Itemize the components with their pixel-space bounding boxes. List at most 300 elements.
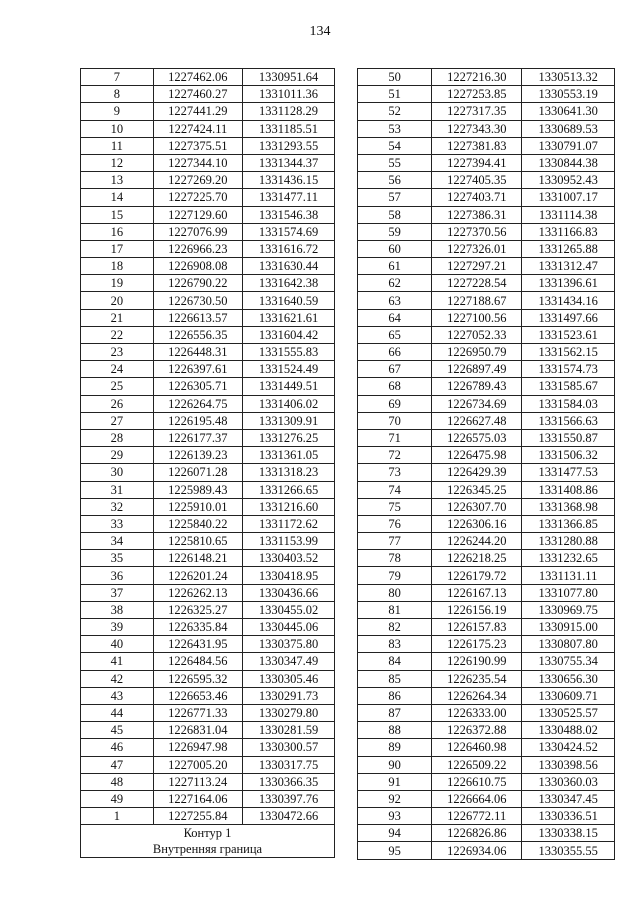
point-number: 87	[358, 704, 432, 721]
y-coordinate: 1330347.49	[243, 653, 335, 670]
table-row	[81, 447, 335, 464]
table-row	[358, 361, 615, 378]
table-row	[81, 756, 335, 773]
x-coordinate: 1227225.70	[153, 189, 242, 206]
y-coordinate: 1330397.76	[243, 790, 335, 807]
table-row	[358, 533, 615, 550]
x-coordinate: 1227164.06	[153, 790, 242, 807]
y-coordinate: 1331562.15	[522, 344, 615, 361]
x-coordinate: 1227216.30	[432, 69, 522, 86]
point-number: 93	[358, 808, 432, 825]
point-number: 43	[81, 687, 154, 704]
y-coordinate: 1330445.06	[243, 619, 335, 636]
x-coordinate: 1226484.56	[153, 653, 242, 670]
point-number: 57	[358, 189, 432, 206]
table-row	[358, 515, 615, 532]
y-coordinate: 1330281.59	[243, 722, 335, 739]
y-coordinate: 1331630.44	[243, 258, 335, 275]
point-number: 27	[81, 412, 154, 429]
x-coordinate: 1227052.33	[432, 326, 522, 343]
x-coordinate: 1227344.10	[153, 154, 242, 171]
table-row	[358, 292, 615, 309]
x-coordinate: 1227255.84	[153, 808, 242, 825]
point-number: 64	[358, 309, 432, 326]
table-row	[358, 395, 615, 412]
point-number: 15	[81, 206, 154, 223]
point-number: 46	[81, 739, 154, 756]
point-number: 78	[358, 550, 432, 567]
x-coordinate: 1226475.98	[432, 447, 522, 464]
y-coordinate: 1331077.80	[522, 584, 615, 601]
y-coordinate: 1330300.57	[243, 739, 335, 756]
table-row	[358, 790, 615, 807]
x-coordinate: 1226372.88	[432, 722, 522, 739]
point-number: 37	[81, 584, 154, 601]
point-number: 60	[358, 240, 432, 257]
contour-subtitle: Внутренняя граница	[152, 842, 263, 857]
table-row	[81, 687, 335, 704]
y-coordinate: 1331232.65	[522, 550, 615, 567]
x-coordinate: 1227005.20	[153, 756, 242, 773]
x-coordinate: 1226831.04	[153, 722, 242, 739]
table-row	[358, 722, 615, 739]
y-coordinate: 1330807.80	[522, 636, 615, 653]
table-row	[358, 412, 615, 429]
point-number: 53	[358, 120, 432, 137]
y-coordinate: 1331640.59	[243, 292, 335, 309]
x-coordinate: 1227462.06	[153, 69, 242, 86]
table-row	[358, 378, 615, 395]
y-coordinate: 1330791.07	[522, 137, 615, 154]
coordinates-table-left	[80, 68, 335, 858]
point-number: 35	[81, 550, 154, 567]
point-number: 25	[81, 378, 154, 395]
x-coordinate: 1226235.54	[432, 670, 522, 687]
point-number: 81	[358, 601, 432, 618]
point-number: 69	[358, 395, 432, 412]
table-row	[358, 704, 615, 721]
table-row	[81, 326, 335, 343]
point-number: 66	[358, 344, 432, 361]
table-row	[81, 567, 335, 584]
x-coordinate: 1226950.79	[432, 344, 522, 361]
table-row	[358, 172, 615, 189]
x-coordinate: 1226664.06	[432, 790, 522, 807]
point-number: 90	[358, 756, 432, 773]
x-coordinate: 1226175.23	[432, 636, 522, 653]
x-coordinate: 1226335.84	[153, 619, 242, 636]
point-number: 47	[81, 756, 154, 773]
table-row	[358, 636, 615, 653]
point-number: 54	[358, 137, 432, 154]
y-coordinate: 1331131.11	[522, 567, 615, 584]
table-row	[358, 103, 615, 120]
table-row	[358, 86, 615, 103]
point-number: 59	[358, 223, 432, 240]
table-row	[81, 154, 335, 171]
point-number: 88	[358, 722, 432, 739]
x-coordinate: 1225989.43	[153, 481, 242, 498]
y-coordinate: 1331574.73	[522, 361, 615, 378]
y-coordinate: 1330291.73	[243, 687, 335, 704]
table-row	[358, 154, 615, 171]
table-row	[358, 309, 615, 326]
table-row	[81, 137, 335, 154]
table-row	[358, 189, 615, 206]
y-coordinate: 1330403.52	[243, 550, 335, 567]
table-row	[358, 344, 615, 361]
x-coordinate: 1227405.35	[432, 172, 522, 189]
y-coordinate: 1331436.15	[243, 172, 335, 189]
point-number: 45	[81, 722, 154, 739]
y-coordinate: 1331574.69	[243, 223, 335, 240]
x-coordinate: 1226264.34	[432, 687, 522, 704]
point-number: 92	[358, 790, 432, 807]
table-row	[358, 275, 615, 292]
x-coordinate: 1227386.31	[432, 206, 522, 223]
point-number: 18	[81, 258, 154, 275]
table-row	[81, 309, 335, 326]
y-coordinate: 1331280.88	[522, 533, 615, 550]
x-coordinate: 1226448.31	[153, 344, 242, 361]
y-coordinate: 1330915.00	[522, 619, 615, 636]
point-number: 67	[358, 361, 432, 378]
y-coordinate: 1331011.36	[243, 86, 335, 103]
point-number: 82	[358, 619, 432, 636]
x-coordinate: 1227424.11	[153, 120, 242, 137]
table-row	[81, 601, 335, 618]
table-row	[358, 550, 615, 567]
x-coordinate: 1227129.60	[153, 206, 242, 223]
x-coordinate: 1226264.75	[153, 395, 242, 412]
y-coordinate: 1330755.34	[522, 653, 615, 670]
x-coordinate: 1226627.48	[432, 412, 522, 429]
y-coordinate: 1331550.87	[522, 429, 615, 446]
table-row	[358, 739, 615, 756]
table-row	[81, 584, 335, 601]
x-coordinate: 1225810.65	[153, 533, 242, 550]
y-coordinate: 1331265.88	[522, 240, 615, 257]
point-number: 76	[358, 515, 432, 532]
y-coordinate: 1331266.65	[243, 481, 335, 498]
table-row	[358, 687, 615, 704]
y-coordinate: 1331368.98	[522, 498, 615, 515]
point-number: 79	[358, 567, 432, 584]
x-coordinate: 1226345.25	[432, 481, 522, 498]
table-row	[358, 206, 615, 223]
y-coordinate: 1330398.56	[522, 756, 615, 773]
table-row	[358, 120, 615, 137]
y-coordinate: 1331166.83	[522, 223, 615, 240]
x-coordinate: 1226947.98	[153, 739, 242, 756]
x-coordinate: 1226177.37	[153, 429, 242, 446]
point-number: 50	[358, 69, 432, 86]
x-coordinate: 1227343.30	[432, 120, 522, 137]
x-coordinate: 1226179.72	[432, 567, 522, 584]
x-coordinate: 1226397.61	[153, 361, 242, 378]
x-coordinate: 1226908.08	[153, 258, 242, 275]
point-number: 8	[81, 86, 154, 103]
x-coordinate: 1226157.83	[432, 619, 522, 636]
table-row	[358, 326, 615, 343]
y-coordinate: 1331216.60	[243, 498, 335, 515]
x-coordinate: 1226556.35	[153, 326, 242, 343]
y-coordinate: 1331361.05	[243, 447, 335, 464]
contour-caption	[81, 825, 335, 858]
table-row	[81, 773, 335, 790]
y-coordinate: 1330336.51	[522, 808, 615, 825]
table-row	[81, 739, 335, 756]
y-coordinate: 1331276.25	[243, 429, 335, 446]
point-number: 30	[81, 464, 154, 481]
table-row	[358, 670, 615, 687]
point-number: 9	[81, 103, 154, 120]
x-coordinate: 1226595.32	[153, 670, 242, 687]
x-coordinate: 1226071.28	[153, 464, 242, 481]
x-coordinate: 1225910.01	[153, 498, 242, 515]
y-coordinate: 1331128.29	[243, 103, 335, 120]
x-coordinate: 1226934.06	[432, 842, 522, 859]
table-row	[81, 103, 335, 120]
y-coordinate: 1331604.42	[243, 326, 335, 343]
point-number: 40	[81, 636, 154, 653]
y-coordinate: 1331172.62	[243, 515, 335, 532]
table-row	[81, 550, 335, 567]
x-coordinate: 1226325.27	[153, 601, 242, 618]
table-row	[81, 636, 335, 653]
x-coordinate: 1226730.50	[153, 292, 242, 309]
y-coordinate: 1331506.32	[522, 447, 615, 464]
x-coordinate: 1226262.13	[153, 584, 242, 601]
point-number: 74	[358, 481, 432, 498]
point-number: 26	[81, 395, 154, 412]
point-number: 51	[358, 86, 432, 103]
table-row	[81, 395, 335, 412]
table-row	[358, 69, 615, 86]
y-coordinate: 1331312.47	[522, 258, 615, 275]
y-coordinate: 1330641.30	[522, 103, 615, 120]
x-coordinate: 1226610.75	[432, 773, 522, 790]
x-coordinate: 1227100.56	[432, 309, 522, 326]
x-coordinate: 1226305.71	[153, 378, 242, 395]
point-number: 65	[358, 326, 432, 343]
x-coordinate: 1226156.19	[432, 601, 522, 618]
table-row	[81, 533, 335, 550]
x-coordinate: 1227381.83	[432, 137, 522, 154]
point-number: 94	[358, 825, 432, 842]
x-coordinate: 1226431.95	[153, 636, 242, 653]
table-row	[81, 653, 335, 670]
table-row	[81, 464, 335, 481]
table-row	[358, 825, 615, 842]
x-coordinate: 1226429.39	[432, 464, 522, 481]
y-coordinate: 1330951.64	[243, 69, 335, 86]
x-coordinate: 1226139.23	[153, 447, 242, 464]
table-row	[81, 69, 335, 86]
point-number: 24	[81, 361, 154, 378]
page-number: 134	[309, 24, 331, 39]
point-number: 56	[358, 172, 432, 189]
x-coordinate: 1226201.24	[153, 567, 242, 584]
y-coordinate: 1331449.51	[243, 378, 335, 395]
point-number: 73	[358, 464, 432, 481]
x-coordinate: 1226966.23	[153, 240, 242, 257]
y-coordinate: 1330360.03	[522, 773, 615, 790]
table-row	[81, 722, 335, 739]
x-coordinate: 1227253.85	[432, 86, 522, 103]
y-coordinate: 1330689.53	[522, 120, 615, 137]
x-coordinate: 1226333.00	[432, 704, 522, 721]
table-row	[81, 790, 335, 807]
x-coordinate: 1226218.25	[432, 550, 522, 567]
y-coordinate: 1330305.46	[243, 670, 335, 687]
y-coordinate: 1330436.66	[243, 584, 335, 601]
table-row	[358, 429, 615, 446]
table-row	[358, 498, 615, 515]
y-coordinate: 1330375.80	[243, 636, 335, 653]
table-row	[81, 172, 335, 189]
y-coordinate: 1331584.03	[522, 395, 615, 412]
y-coordinate: 1331642.38	[243, 275, 335, 292]
y-coordinate: 1331566.63	[522, 412, 615, 429]
point-number: 31	[81, 481, 154, 498]
point-number: 42	[81, 670, 154, 687]
table-row	[81, 189, 335, 206]
point-number: 36	[81, 567, 154, 584]
point-number: 58	[358, 206, 432, 223]
y-coordinate: 1331396.61	[522, 275, 615, 292]
point-number: 38	[81, 601, 154, 618]
point-number: 85	[358, 670, 432, 687]
table-row	[81, 515, 335, 532]
table-row	[81, 704, 335, 721]
x-coordinate: 1226897.49	[432, 361, 522, 378]
x-coordinate: 1226307.70	[432, 498, 522, 515]
y-coordinate: 1331366.85	[522, 515, 615, 532]
point-number: 72	[358, 447, 432, 464]
table-row	[358, 601, 615, 618]
y-coordinate: 1331408.86	[522, 481, 615, 498]
point-number: 71	[358, 429, 432, 446]
table-row	[81, 223, 335, 240]
y-coordinate: 1331546.38	[243, 206, 335, 223]
point-number: 62	[358, 275, 432, 292]
table-row	[81, 240, 335, 257]
y-coordinate: 1330488.02	[522, 722, 615, 739]
table-row	[81, 498, 335, 515]
y-coordinate: 1330338.15	[522, 825, 615, 842]
x-coordinate: 1227394.41	[432, 154, 522, 171]
x-coordinate: 1226790.22	[153, 275, 242, 292]
table-row	[358, 584, 615, 601]
y-coordinate: 1330472.66	[243, 808, 335, 825]
coordinates-table-right	[357, 68, 615, 860]
table-row	[358, 567, 615, 584]
table-row	[358, 653, 615, 670]
table-row	[81, 670, 335, 687]
point-number: 55	[358, 154, 432, 171]
point-number: 61	[358, 258, 432, 275]
x-coordinate: 1225840.22	[153, 515, 242, 532]
table-row	[81, 292, 335, 309]
point-number: 33	[81, 515, 154, 532]
y-coordinate: 1330513.32	[522, 69, 615, 86]
point-number: 21	[81, 309, 154, 326]
x-coordinate: 1226789.43	[432, 378, 522, 395]
table-row	[81, 86, 335, 103]
y-coordinate: 1330952.43	[522, 172, 615, 189]
point-number: 95	[358, 842, 432, 859]
point-number: 86	[358, 687, 432, 704]
y-coordinate: 1330656.30	[522, 670, 615, 687]
table-row	[358, 447, 615, 464]
table-row	[81, 378, 335, 395]
y-coordinate: 1330844.38	[522, 154, 615, 171]
table-row	[81, 361, 335, 378]
x-coordinate: 1227326.01	[432, 240, 522, 257]
point-number: 29	[81, 447, 154, 464]
point-number: 39	[81, 619, 154, 636]
x-coordinate: 1227269.20	[153, 172, 242, 189]
x-coordinate: 1227403.71	[432, 189, 522, 206]
table-row	[358, 808, 615, 825]
y-coordinate: 1331555.83	[243, 344, 335, 361]
x-coordinate: 1226653.46	[153, 687, 242, 704]
point-number: 17	[81, 240, 154, 257]
point-number: 70	[358, 412, 432, 429]
y-coordinate: 1330418.95	[243, 567, 335, 584]
table-row	[81, 258, 335, 275]
x-coordinate: 1227370.56	[432, 223, 522, 240]
y-coordinate: 1331344.37	[243, 154, 335, 171]
contour-title: Контур 1	[183, 826, 232, 841]
y-coordinate: 1330366.35	[243, 773, 335, 790]
point-number: 91	[358, 773, 432, 790]
y-coordinate: 1331007.17	[522, 189, 615, 206]
point-number: 28	[81, 429, 154, 446]
x-coordinate: 1227188.67	[432, 292, 522, 309]
table-row	[358, 137, 615, 154]
table-row	[358, 773, 615, 790]
point-number: 80	[358, 584, 432, 601]
table-row	[358, 842, 615, 859]
point-number: 48	[81, 773, 154, 790]
caption-row	[81, 825, 335, 858]
point-number: 1	[81, 808, 154, 825]
x-coordinate: 1227076.99	[153, 223, 242, 240]
table-row	[358, 619, 615, 636]
table-row	[358, 464, 615, 481]
table-row	[358, 481, 615, 498]
x-coordinate: 1226167.13	[432, 584, 522, 601]
y-coordinate: 1330317.75	[243, 756, 335, 773]
table-row	[358, 258, 615, 275]
x-coordinate: 1227317.35	[432, 103, 522, 120]
x-coordinate: 1226244.20	[432, 533, 522, 550]
y-coordinate: 1331309.91	[243, 412, 335, 429]
point-number: 41	[81, 653, 154, 670]
point-number: 44	[81, 704, 154, 721]
point-number: 14	[81, 189, 154, 206]
x-coordinate: 1226460.98	[432, 739, 522, 756]
x-coordinate: 1226613.57	[153, 309, 242, 326]
y-coordinate: 1330279.80	[243, 704, 335, 721]
point-number: 77	[358, 533, 432, 550]
x-coordinate: 1226771.33	[153, 704, 242, 721]
table-row	[81, 808, 335, 825]
y-coordinate: 1331153.99	[243, 533, 335, 550]
point-number: 68	[358, 378, 432, 395]
